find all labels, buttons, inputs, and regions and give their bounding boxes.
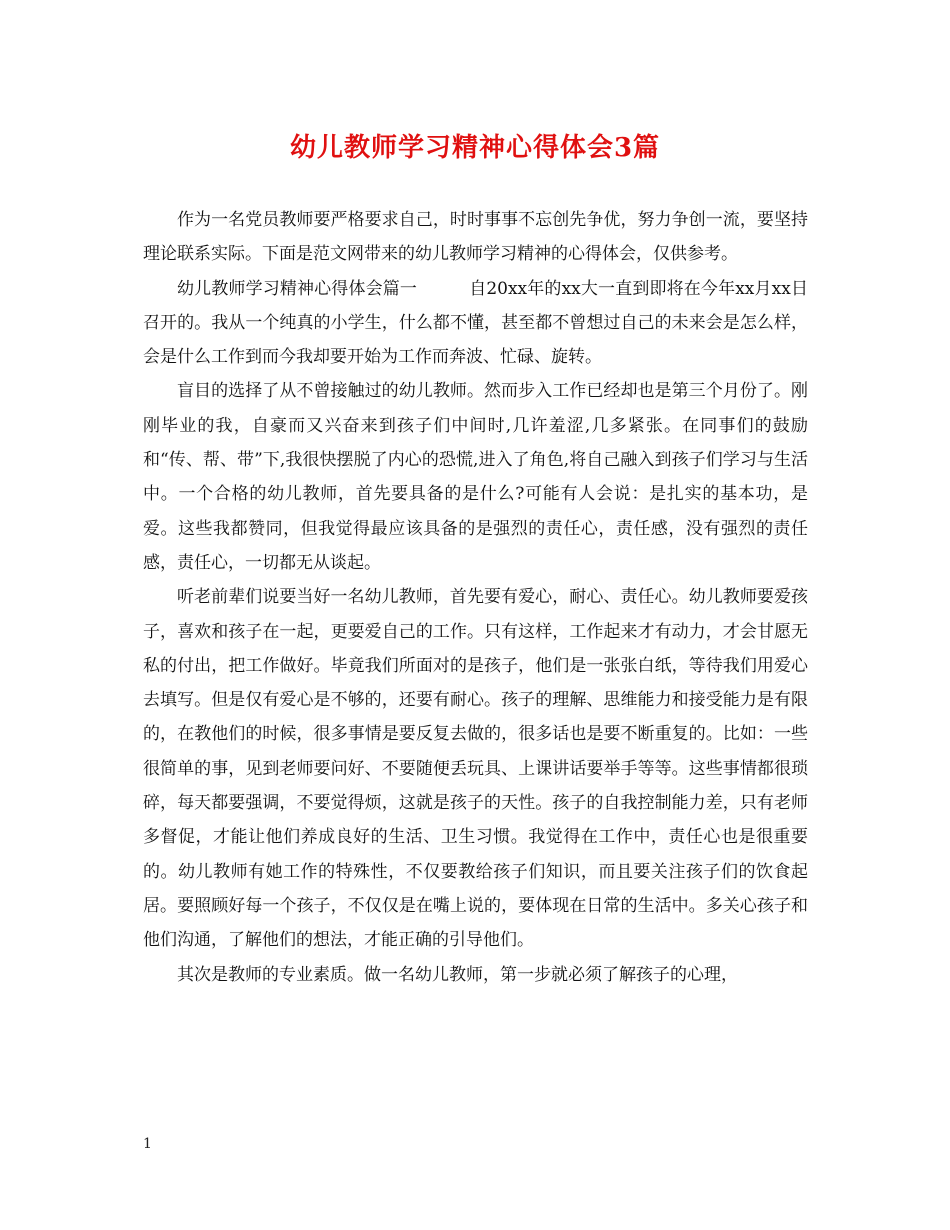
paragraph-two: 盲目的选择了从不曾接触过的幼儿教师。然而步入工作已经却也是第三个月份了。刚刚毕业的我，自豪而又兴奋来到孩子们中间时,几许羞涩,几多紧张。在同事们的鼓励和“传、帮、带”下,我很快摆脱了内心的恐慌,进入了角色,将自己融入到孩子们学习与生活中。一个合格的幼儿教师，首先要具备的是什么?可能有人会说：是扎实的基本功，是爱。这些我都赞同，但我觉得最应该具备的是强烈的责任心，责任感，没有强烈的责任感，责任心，一切都无从谈起。 xyxy=(143,381,808,573)
document-title: 幼儿教师学习精神心得体会3篇 xyxy=(289,133,661,163)
document-body xyxy=(143,203,808,992)
section-one-heading: 幼儿教师学习精神心得体会篇一 xyxy=(177,278,418,299)
section-one-text: 自20xx年的xx大一直到即将在今年xx月xx日召开的。我从一个纯真的小学生，什么都不懂，甚至都不曾想过自己的未来会是怎么样，会是什么工作到而今我却要开始为工作而奔波、忙碌、旋转。 xyxy=(143,278,808,368)
paragraph-four: 其次是教师的专业素质。做一名幼儿教师，第一步就必须了解孩子的心理， xyxy=(177,964,738,985)
paragraph-intro: 作为一名党员教师要严格要求自己，时时事事不忘创先争优，努力争创一流，要坚持理论联系实际。下面是范文网带来的幼儿教师学习精神的心得体会，仅供参考。 xyxy=(143,210,808,265)
page-number: 1 xyxy=(143,1136,152,1152)
paragraph-three: 听老前辈们说要当好一名幼儿教师，首先要有爱心，耐心、责任心。幼儿教师要爱孩子，喜欢和孩子在一起，更要爱自己的工作。只有这样，工作起来才有动力，才会甘愿无私的付出，把工作做好。毕竟我们所面对的是孩子，他们是一张张白纸，等待我们用爱心去填写。但是仅有爱心是不够的，还要有耐心。孩子的理解、思维能力和接受能力是有限的，在教他们的时候，很多事情是要反复去做的，很多话也是要不断重复的。比如：一些很简单的事，见到老师要问好、不要随便丢玩具、上课讲话要举手等等。这些事情都很琐碎，每天都要强调，不要觉得烦，这就是孩子的天性。孩子的自我控制能力差，只有老师多督促，才能让他们养成良好的生活、卫生习惯。我觉得在工作中，责任心也是很重要的。幼儿教师有她工作的特殊性，不仅要教给孩子们知识，而且要关注孩子们的饮食起居。要照顾好每一个孩子，不仅仅是在嘴上说的，要体现在日常的生活中。多关心孩子和他们沟通，了解他们的想法，才能正确的引导他们。 xyxy=(143,587,808,951)
paragraph-section-one xyxy=(143,272,808,375)
